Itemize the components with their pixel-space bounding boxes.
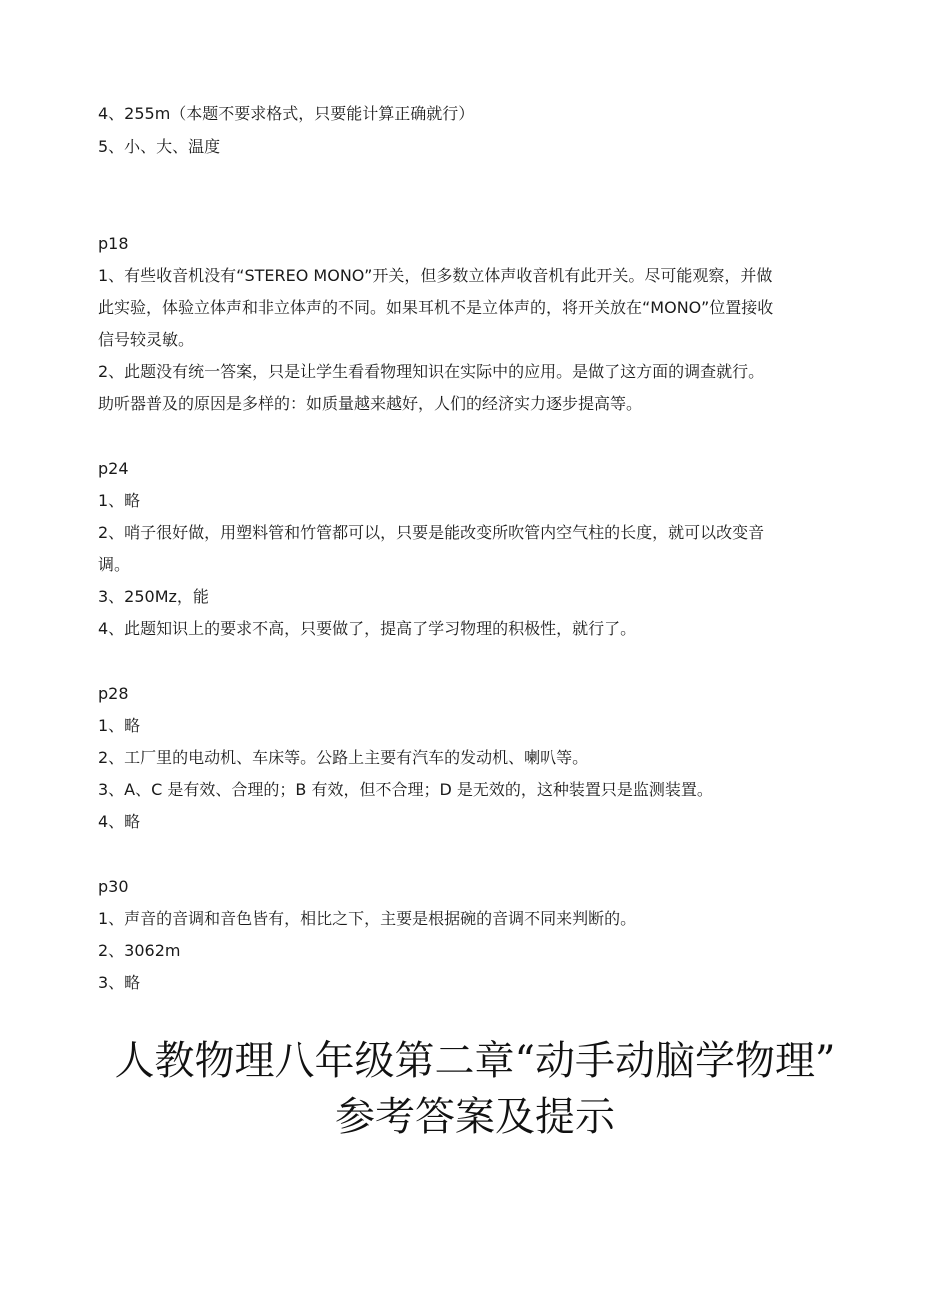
p24-line-5: 4、此题知识上的要求不高，只要做了，提高了学习物理的积极性，就行了。 (98, 619, 637, 638)
p30-line-3: 3、略 (98, 973, 141, 992)
p18-line-3: 信号较灵敏。 (98, 330, 195, 349)
p28-line-2: 2、工厂里的电动机、车床等。公路上主要有汽车的发动机、喇叭等。 (98, 748, 589, 767)
section-heading-p24: p24 (98, 459, 129, 478)
p18-line-4: 2、此题没有统一答案，只是让学生看看物理知识在实际中的应用。是做了这方面的调查就行。 (98, 362, 765, 381)
p24-line-1: 1、略 (98, 491, 141, 510)
p30-line-1: 1、声音的音调和音色皆有，相比之下，主要是根据碗的音调不同来判断的。 (98, 909, 637, 928)
answer-5: 5、小、大、温度 (98, 137, 221, 156)
answer-4: 4、255m（本题不要求格式，只要能计算正确就行） (98, 104, 475, 123)
p30-line-2: 2、3062m (98, 941, 181, 960)
p24-line-4: 3、250Mz，能 (98, 587, 209, 606)
p28-line-3: 3、A、C 是有效、合理的；B 有效，但不合理；D 是无效的，这种装置只是监测装置。 (98, 780, 713, 799)
p24-line-3: 调。 (98, 555, 131, 574)
chapter-title-line-1: 人教物理八年级第二章“动手动脑学物理” (114, 1038, 836, 1084)
p18-line-1: 1、有些收音机没有“STEREO MONO”开关，但多数立体声收音机有此开关。尽可能观察，并做 (98, 266, 773, 285)
p24-line-2: 2、哨子很好做，用塑料管和竹管都可以，只要是能改变所吹管内空气柱的长度，就可以改变音 (98, 523, 765, 542)
p18-line-5: 助听器普及的原因是多样的：如质量越来越好，人们的经济实力逐步提高等。 (98, 394, 643, 413)
p28-line-1: 1、略 (98, 716, 141, 735)
p28-line-4: 4、略 (98, 812, 141, 831)
section-heading-p18: p18 (98, 234, 129, 253)
section-heading-p30: p30 (98, 877, 129, 896)
p18-line-2: 此实验，体验立体声和非立体声的不同。如果耳机不是立体声的，将开关放在“MONO”位置接收 (98, 298, 774, 317)
chapter-title-line-2: 参考答案及提示 (335, 1094, 615, 1140)
section-heading-p28: p28 (98, 684, 129, 703)
